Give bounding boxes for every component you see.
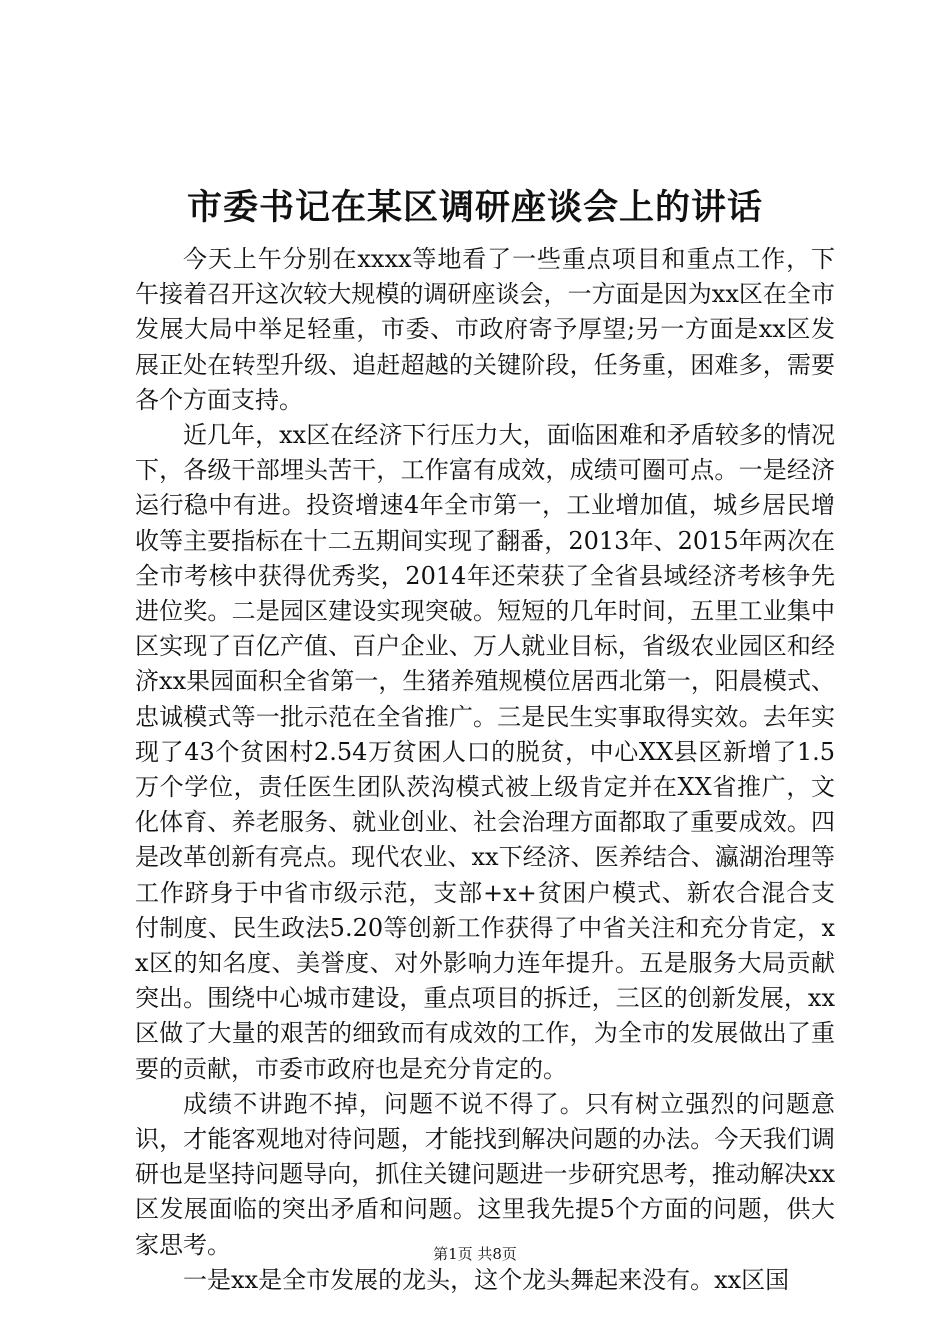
document-body xyxy=(135,242,835,1298)
page-number-footer: 第1页 共8页 xyxy=(433,1245,517,1263)
document-title: 市委书记在某区调研座谈会上的讲话 xyxy=(186,187,763,228)
paragraph-3: 成绩不讲跑不掉，问题不说不得了。只有树立强烈的问题意识，才能客观地对待问题，才能找到解决问题的办法。今天我们调研也是坚持问题导向，抓住关键问题进一步研究思考，推动解决xx区发展面临的突出矛盾和问题。这里我先提5个方面的问题，供大家思考。 xyxy=(135,1089,835,1259)
paragraph-4: 一是xx是全市发展的龙头，这个龙头舞起来没有。xx区国 xyxy=(183,1265,790,1294)
paragraph-2: 近几年，xx区在经济下行压力大，面临困难和矛盾较多的情况下，各级干部埋头苦干，工作富有成效，成绩可圈可点。一是经济运行稳中有进。投资增速4年全市第一，工业增加值，城乡居民增收等主要指标在十二五期间实现了翻番，2013年、2015年两次在全市考核中获得优秀奖，2014年还荣获了全省县域经济考核争先进位奖。二是园区建设实现突破。短短的几年时间，五里工业集中区实现了百亿产值、百户企业、万人就业目标，省级农业园区和经济xx果园面积全省第一，生猪养殖规模位居西北第一，阳晨模式、忠诚模式等一批示范在全省推广。三是民生实事取得实效。去年实现了43个贫困村2.54万贫困人口的脱贫，中心XX县区新增了1.5万个学位，责任医生团队茨沟模式被上级肯定并在XX省推广，文化体育、养老服务、就业创业、社会治理方面都取了重要成效。四是改革创新有亮点。现代农业、xx下经济、医养结合、瀛湖治理等工作跻身于中省市级示范，支部+x+贫困户模式、新农合混合支付制度、民生政法5.20等创新工作获得了中省关注和充分肯定，xx区的知名度、美誉度、对外影响力连年提升。五是服务大局贡献突出。围绕中心城市建设，重点项目的拆迁，三区的创新发展，xx区做了大量的艰苦的细致而有成效的工作，为全市的发展做出了重要的贡献，市委市政府也是充分肯定的。 xyxy=(135,421,835,1083)
paragraph-1: 今天上午分别在xxxx等地看了一些重点项目和重点工作，下午接着召开这次较大规模的调研座谈会，一方面是因为xx区在全市发展大局中举足轻重，市委、市政府寄予厚望;另一方面是xx区发展正处在转型升级、追赶超越的关键阶段，任务重，困难多，需要各个方面支持。 xyxy=(135,245,835,414)
